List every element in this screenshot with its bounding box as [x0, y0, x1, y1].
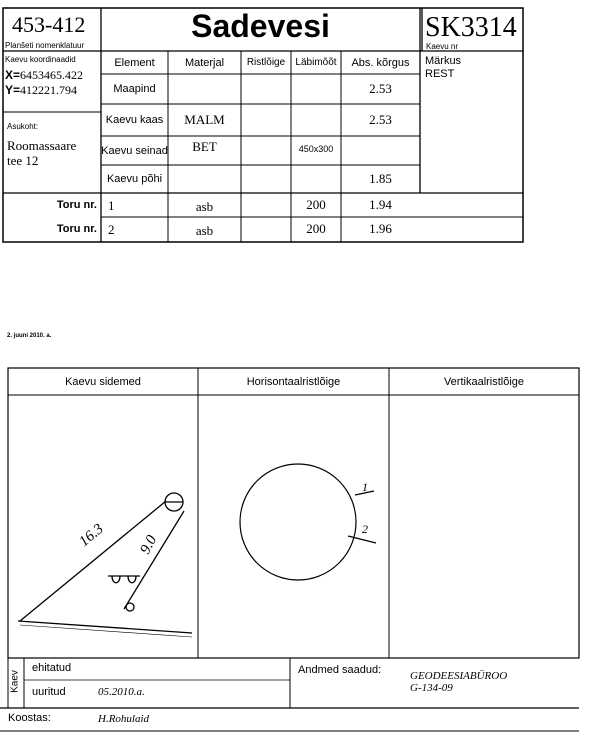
row-element-label: Kaevu kaas: [105, 114, 164, 126]
row-element-label: Kaevu seinad: [101, 144, 168, 157]
pipe-height: 1.96: [369, 221, 392, 236]
col-header-remark: Märkus: [425, 55, 462, 67]
pipe-material: asb: [195, 199, 214, 214]
col-header-material: Materjal: [184, 56, 225, 69]
row-height-value: 1.85: [369, 171, 392, 186]
pipe-material: asb: [195, 223, 214, 238]
distance-label-long: 16.3: [76, 520, 107, 551]
col-header-height: Abs. kõrgus: [351, 56, 410, 69]
data-by-value-1: GEODEESIABÜROO: [410, 670, 508, 682]
compiled-value: H.Rohulaid: [98, 713, 150, 725]
compiled-label: Koostas:: [8, 712, 51, 724]
row-diameter-value: 450x300: [298, 144, 334, 154]
page-title: Sadevesi: [191, 8, 330, 44]
pipe-stub-1: [112, 576, 120, 583]
connections-sketch: [8, 395, 198, 658]
pipe-stub-2: [128, 576, 136, 583]
data-by-value-2: G-134-09: [410, 682, 453, 694]
map-sheet-number: 453-412: [12, 12, 86, 37]
built-label: ehitatud: [32, 662, 72, 674]
coord-x-value: 6453465.422: [20, 68, 84, 82]
well-outline: [240, 464, 356, 580]
pipe-label: Toru nr.: [56, 199, 97, 211]
pipe-mark-2: 2: [362, 522, 368, 536]
col-header-section: Ristlõige: [246, 57, 286, 68]
pipe-diameter: 200: [306, 221, 326, 236]
well-number: SK3314: [425, 12, 517, 43]
measure-line-long: [20, 501, 166, 621]
data-by-label: Andmed saadud:: [298, 664, 382, 676]
surveyed-value: 05.2010.a.: [98, 686, 145, 698]
panel-title-horizontal-section: Horisontaalristlõige: [246, 375, 341, 388]
panel-title-vertical-section: Vertikaalristlõige: [443, 375, 525, 388]
map-sheet-label: Planšeti nomenklatuur: [5, 41, 85, 50]
coord-y-value: 412221.794: [20, 83, 78, 97]
address-line-2: tee 12: [7, 153, 39, 168]
address-line-1: Roomassaare: [7, 138, 77, 153]
pipe-height: 1.94: [369, 197, 392, 212]
well-number-label: Kaevu nr: [426, 42, 459, 51]
pipe-mark-1: 1: [362, 480, 368, 494]
pipe-diameter: 200: [306, 197, 326, 212]
row-height-value: 2.53: [369, 81, 392, 96]
pipe-number: 2: [108, 222, 115, 237]
remark-value: REST: [425, 68, 455, 80]
pipe-number: 1: [108, 198, 115, 213]
coords-label: Kaevu koordinaadid: [5, 55, 76, 64]
coord-x-label: X=: [5, 68, 21, 82]
measure-line-short: [124, 511, 184, 609]
distance-label-short: 9.0: [137, 532, 161, 557]
well-bottom-symbol: [126, 603, 134, 611]
date-note: 2. juuni 2010. a.: [7, 333, 52, 339]
row-element-label: Maapind: [113, 83, 156, 95]
surveyed-label: uuritud: [32, 686, 66, 698]
row-material-value: BET: [192, 139, 217, 154]
row-height-value: 2.53: [369, 112, 392, 127]
pipe-label: Toru nr.: [56, 223, 97, 235]
col-header-diameter: Läbimõõt: [295, 57, 337, 68]
col-header-element: Element: [114, 56, 155, 69]
panel-title-connections: Kaevu sidemed: [65, 375, 141, 388]
horizontal-section-sketch: [198, 395, 389, 658]
coord-y-label: Y=: [5, 83, 21, 97]
row-element-label: Kaevu põhi: [106, 173, 163, 185]
footer-side-label: Kaev: [9, 670, 21, 693]
address-label: Asukoht:: [7, 122, 39, 131]
row-material-value: MALM: [184, 112, 225, 127]
